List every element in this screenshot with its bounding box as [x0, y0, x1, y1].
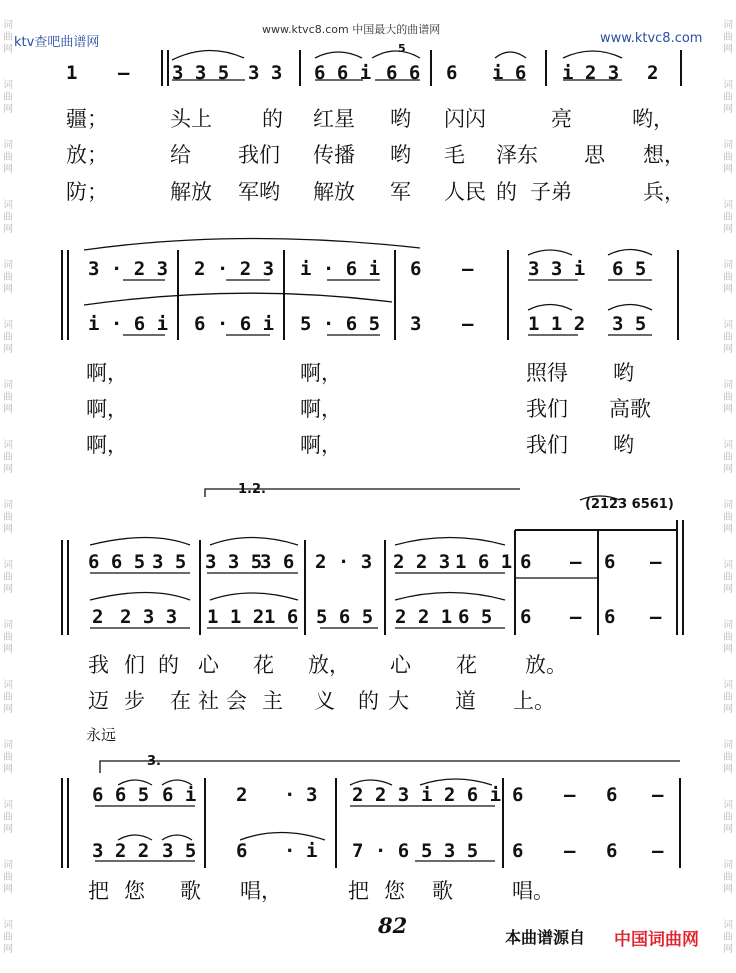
s2-lyric: 啊， — [86, 397, 128, 421]
s1-lyric: 解放 — [170, 180, 212, 204]
s2-upper-note: 6 — [410, 258, 422, 280]
s3-lower-note: 5 6 5 — [316, 606, 374, 628]
s4-lower-note: 6 — [512, 840, 524, 862]
source-label: 本曲谱源自 — [505, 928, 586, 947]
s3-lower-dash: – — [570, 606, 582, 628]
s1-note-5: 6 6 — [386, 62, 421, 84]
s2-lyric: 啊， — [300, 433, 342, 457]
s1-lyric: 给 — [170, 143, 191, 167]
s1-lyric: 亮 — [551, 107, 572, 131]
watermark-top-center: www.ktvc8.com 中国最大的曲谱网 — [262, 23, 441, 36]
s3-upper-note: 3 5 — [152, 551, 187, 573]
s1-lyric: 放； — [66, 143, 108, 167]
s4-upper-note: 2 2 3 — [352, 784, 410, 806]
side-watermark-glyph: 词 曲 网 — [723, 560, 733, 595]
s2-upper-note: 2 · 2 3 — [194, 258, 275, 280]
s4-lower-note: 6 — [606, 840, 618, 862]
s1-note-7: i 6 — [492, 62, 527, 84]
s3-upper-note: 2 · 3 — [315, 551, 373, 573]
s3-lyric: 放。 — [525, 653, 567, 677]
s3-upper-note: 1 6 1 — [455, 551, 513, 573]
s1-lyric: 哟 — [390, 143, 411, 167]
s3-lyric: 义 — [314, 689, 335, 713]
side-watermark-glyph: 词 曲 网 — [723, 440, 733, 475]
s4-upper-note: 6 — [512, 784, 524, 806]
system3-volta — [205, 489, 620, 500]
s2-lower-note: 1 1 2 — [528, 313, 586, 335]
side-watermark-glyph: 词 曲 网 — [3, 440, 13, 475]
side-watermark-glyph: 词 曲 网 — [723, 320, 733, 355]
s1-lyric: 头上 — [170, 107, 212, 131]
side-watermark-glyph: 词 曲 网 — [723, 20, 733, 55]
s2-lower-note: 5 · 6 5 — [300, 313, 381, 335]
s1-lyric: 的 — [496, 180, 517, 204]
side-watermark-glyph: 词 曲 网 — [3, 500, 13, 535]
s4-lower-note: 5 3 5 — [421, 840, 479, 862]
s1-lyric: 人民 — [444, 180, 486, 204]
s4-upper-note: 6 6 5 — [92, 784, 150, 806]
s3-lyric: 会 — [226, 689, 247, 713]
side-watermark-glyph: 词 曲 网 — [3, 860, 13, 895]
s3-lyric: 我 — [88, 653, 109, 677]
s3-lyric: 心 — [390, 653, 411, 677]
side-watermark-right — [721, 0, 735, 960]
s3-lower-note: 2 — [92, 606, 104, 628]
side-watermark-glyph: 词 曲 网 — [3, 380, 13, 415]
s1-lyric: 思 — [584, 143, 605, 167]
s4-upper-note: 6 i — [162, 784, 197, 806]
s3-bracket-notes-text: 2123 6561 — [590, 497, 668, 512]
side-watermark-glyph: 词 曲 网 — [723, 800, 733, 835]
s2-lower-note: i · 6 i — [88, 313, 169, 335]
s1-lyric: 红星 — [313, 107, 355, 131]
s2-lyric: 啊， — [86, 433, 128, 457]
s3-lyric: 花 — [253, 653, 274, 677]
side-watermark-glyph: 词 曲 网 — [3, 800, 13, 835]
s3-lyric: 的 — [358, 689, 379, 713]
side-watermark-glyph: 词 曲 网 — [723, 200, 733, 235]
s2-upper-note: 6 5 — [612, 258, 647, 280]
s3-lyric: 道 — [455, 689, 476, 713]
s1-note-1: 1 — [66, 62, 78, 84]
s1-lyric: 我们 — [238, 143, 280, 167]
s1-lyric: 防； — [66, 180, 108, 204]
s1-lyric: 传播 — [313, 143, 355, 167]
s3-lower-dash: – — [650, 606, 662, 628]
s2-lyric: 照得 — [526, 361, 568, 385]
s3-lower-note: 1 1 2 — [207, 606, 265, 628]
s3-lyric: 大 — [388, 689, 409, 713]
s3-lyric: 的 — [158, 653, 179, 677]
side-watermark-left — [1, 0, 15, 960]
s1-grace-note: 5 — [398, 42, 406, 55]
s4-lower-note: 3 5 — [162, 840, 197, 862]
s4-lyric: 把 — [88, 879, 109, 903]
s2-lyric: 哟 — [613, 433, 634, 457]
s1-lyric: 泽东 — [496, 143, 538, 167]
s3-lyric: 主 — [262, 689, 283, 713]
s3-upper-dash: – — [650, 551, 662, 573]
s3-lower-note: 6 — [520, 606, 532, 628]
s3-lyric: 心 — [198, 653, 219, 677]
s1-note-4: 6 6 i — [314, 62, 372, 84]
s1-lyric: 军 — [390, 180, 411, 204]
side-watermark-glyph: 词 曲 网 — [3, 740, 13, 775]
s1-lyric: 解放 — [313, 180, 355, 204]
s1-lyric: 兵， — [643, 180, 685, 204]
s3-lower-note: 2 2 1 — [395, 606, 453, 628]
s2-lyric: 啊， — [86, 361, 128, 385]
s3-upper-note: 3 6 — [260, 551, 295, 573]
side-watermark-glyph: 词 曲 网 — [723, 260, 733, 295]
side-watermark-glyph: 词 曲 网 — [723, 140, 733, 175]
s2-lower-note: 3 5 — [612, 313, 647, 335]
s2-lyric: 高歌 — [609, 397, 651, 421]
s3-lyric: 步 — [124, 689, 145, 713]
s1-lyric: 军哟 — [238, 180, 280, 204]
side-watermark-glyph: 词 曲 网 — [723, 860, 733, 895]
system4-volta — [100, 761, 680, 773]
watermark-top-left: ktv查吧曲谱网 — [14, 35, 100, 50]
s3-upper-note: 6 — [520, 551, 532, 573]
s1-lyric: 疆； — [66, 107, 108, 131]
s4-lower-dash: – — [652, 840, 664, 862]
s4-upper-note: 3 — [306, 784, 318, 806]
s2-lyric: 啊， — [300, 397, 342, 421]
side-watermark-glyph: 词 曲 网 — [3, 200, 13, 235]
s4-volta-label: 3. — [147, 754, 161, 769]
s2-upper-note: i · 6 i — [300, 258, 381, 280]
side-watermark-glyph: 词 曲 网 — [3, 320, 13, 355]
s3-lower-note: 6 — [604, 606, 616, 628]
side-watermark-glyph: 词 曲 网 — [3, 620, 13, 655]
s1-note-2: 3 3 5 — [172, 62, 230, 84]
s3-lower-note: 1 6 — [264, 606, 299, 628]
s3-upper-note: 6 — [604, 551, 616, 573]
s4-upper-dot: · — [284, 784, 296, 806]
s4-upper-note: 2 — [236, 784, 248, 806]
side-watermark-glyph: 词 曲 网 — [3, 20, 13, 55]
s4-lower-note: 7 · 6 — [352, 840, 410, 862]
s1-note-8: i 2 3 — [562, 62, 620, 84]
side-watermark-glyph: 词 曲 网 — [3, 920, 13, 955]
s3-lower-note: 6 5 — [458, 606, 493, 628]
s2-upper-note: 3 3 i — [528, 258, 586, 280]
s4-lyric: 您 — [384, 879, 405, 903]
s1-lyric: 哟， — [632, 107, 674, 131]
s2-lyric: 我们 — [526, 397, 568, 421]
s2-lower-note: 3 — [410, 313, 422, 335]
s2-upper-note: 3 · 2 3 — [88, 258, 169, 280]
s3-lyric: 花 — [456, 653, 477, 677]
s3-pickup-lyric: 永远 — [86, 726, 117, 744]
s4-upper-note: i 2 6 i — [421, 784, 502, 806]
s3-upper-note: 6 6 5 — [88, 551, 146, 573]
side-watermark-glyph: 词 曲 网 — [723, 380, 733, 415]
s3-lyric: 们 — [124, 653, 145, 677]
side-watermark-glyph: 词 曲 网 — [3, 680, 13, 715]
side-watermark-glyph: 词 曲 网 — [723, 740, 733, 775]
page-number: 82 — [378, 913, 408, 938]
s4-lyric: 把 — [348, 879, 369, 903]
s4-lower-note: 3 2 2 — [92, 840, 150, 862]
s2-lyric: 我们 — [526, 433, 568, 457]
s4-lower-note: i — [306, 840, 318, 862]
watermark-top-right: www.ktvc8.com — [600, 31, 703, 46]
s4-upper-dash: – — [652, 784, 664, 806]
side-watermark-glyph: 词 曲 网 — [3, 260, 13, 295]
s4-lower-dot: · — [284, 840, 296, 862]
s4-lyric: 唱。 — [512, 879, 554, 903]
side-watermark-glyph: 词 曲 网 — [3, 140, 13, 175]
s2-lower-note: 6 · 6 i — [194, 313, 275, 335]
source-site-link[interactable]: 中国词曲网 — [614, 930, 699, 950]
s4-upper-note: 6 — [606, 784, 618, 806]
s1-lyric: 毛 — [444, 143, 465, 167]
s1-lyric: 哟 — [390, 107, 411, 131]
s1-lyric: 闪闪 — [444, 107, 486, 131]
s3-lyric: 社 — [198, 689, 219, 713]
s3-upper-dash: – — [570, 551, 582, 573]
side-watermark-glyph: 词 曲 网 — [723, 80, 733, 115]
s1-lyric: 的 — [262, 107, 283, 131]
s3-upper-note: 3 3 5 — [205, 551, 263, 573]
side-watermark-glyph: 词 曲 网 — [3, 560, 13, 595]
side-watermark-glyph: 词 曲 网 — [723, 500, 733, 535]
s4-lyric: 歌 — [432, 879, 453, 903]
s1-lyric: 子弟 — [530, 180, 572, 204]
s4-upper-dash: – — [564, 784, 576, 806]
side-watermark-glyph: 词 曲 网 — [723, 680, 733, 715]
s4-lyric: 歌 — [180, 879, 201, 903]
s4-lyric: 唱， — [240, 879, 282, 903]
side-watermark-glyph: 词 曲 网 — [3, 80, 13, 115]
side-watermark-glyph: 词 曲 网 — [723, 620, 733, 655]
s2-lower-dash: – — [462, 313, 474, 335]
s4-lower-note: 6 — [236, 840, 248, 862]
side-watermark-glyph: 词 曲 网 — [723, 920, 733, 955]
s3-upper-note: 2 2 3 — [393, 551, 451, 573]
s2-upper-dash: – — [462, 258, 474, 280]
s2-lyric: 哟 — [613, 361, 634, 385]
s3-lower-note: 2 3 3 — [120, 606, 178, 628]
s3-volta-label: 1.2. — [238, 482, 266, 497]
s3-lyric: 上。 — [513, 689, 555, 713]
s1-dash: – — [118, 62, 130, 84]
s2-lyric: 啊， — [300, 361, 342, 385]
s3-bracket-notes: (2123 6561) — [585, 497, 674, 512]
s1-note-9: 2 — [647, 62, 659, 84]
s3-lyric: 放， — [308, 653, 350, 677]
s4-lyric: 您 — [124, 879, 145, 903]
s1-lyric: 想， — [643, 143, 685, 167]
s4-lower-dash: – — [564, 840, 576, 862]
s1-note-3: 3 3 — [248, 62, 283, 84]
s3-lyric: 在 — [170, 689, 191, 713]
s1-note-6: 6 — [446, 62, 458, 84]
s3-lyric: 迈 — [88, 689, 109, 713]
